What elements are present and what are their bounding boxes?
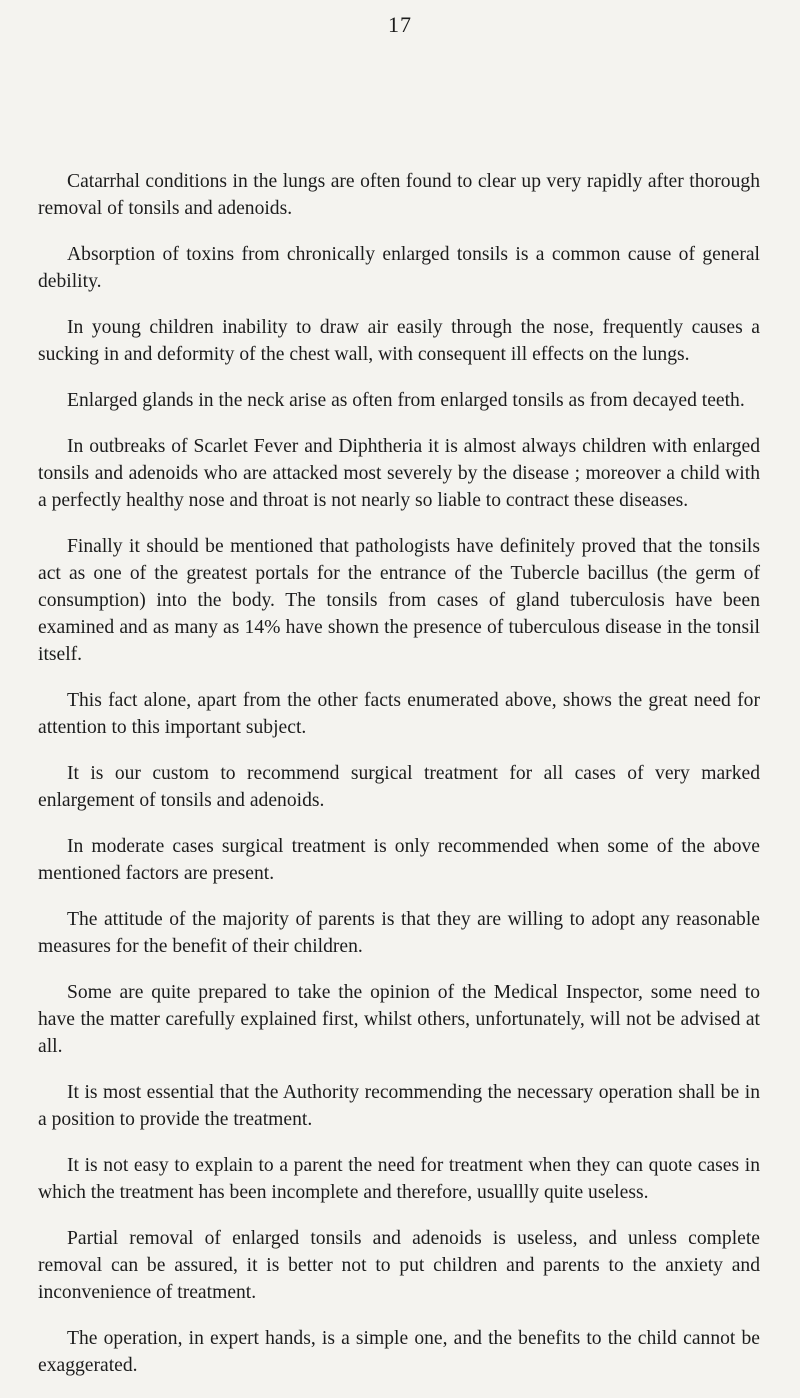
paragraph-4: Enlarged glands in the neck arise as often from enlarged tonsils as from decayed teeth. <box>67 390 745 411</box>
paragraph-1: Catarrhal conditions in the lungs are often found to clear up very rapidly after thorough removal of tonsils and adenoids. <box>38 171 760 219</box>
body-text <box>38 168 760 1398</box>
paragraph-11: Some are quite prepared to take the opinion of the Medical Inspector, some need to have the matter carefully explained first, whilst others, unfortunately, will not be advised at all. <box>38 982 760 1057</box>
paragraph-15: The operation, in expert hands, is a simple one, and the benefits to the child cannot be exaggerated. <box>38 1328 760 1376</box>
paragraph-2: Absorption of toxins from chronically enlarged tonsils is a common cause of general debility. <box>38 244 760 292</box>
paragraph-13: It is not easy to explain to a parent the need for treatment when they can quote cases in which the treatment has been incomplete and therefore, usuallly quite useless. <box>38 1155 760 1203</box>
paragraph-10: The attitude of the majority of parents is that they are willing to adopt any reasonable measures for the benefit of their children. <box>38 909 760 957</box>
paragraph-12: It is most essential that the Authority recommending the necessary operation shall be in a position to provide the treatment. <box>38 1082 760 1130</box>
page-number: 17 <box>388 12 412 37</box>
paragraph-3: In young children inability to draw air easily through the nose, frequently causes a sucking in and deformity of the chest wall, with consequent ill effects on the lungs. <box>38 317 760 365</box>
paragraph-5: In outbreaks of Scarlet Fever and Diphtheria it is almost always children with enlarged tonsils and adenoids who are attacked most severely by the disease ; moreover a child with a perfectly healthy nose and throat is not nearly so liable to contract these diseases. <box>38 436 760 511</box>
paragraph-8: It is our custom to recommend surgical treatment for all cases of very marked enlargement of tonsils and adenoids. <box>38 763 760 811</box>
paragraph-14: Partial removal of enlarged tonsils and adenoids is useless, and unless complete removal can be assured, it is better not to put children and parents to the anxiety and inconvenience of treatment. <box>38 1228 760 1303</box>
paragraph-7: This fact alone, apart from the other facts enumerated above, shows the great need for attention to this important subject. <box>38 690 760 738</box>
paragraph-9: In moderate cases surgical treatment is only recommended when some of the above mentioned factors are present. <box>38 836 760 884</box>
paragraph-6: Finally it should be mentioned that pathologists have definitely proved that the tonsils act as one of the greatest portals for the entrance of the Tubercle bacillus (the germ of consumption) into the body. The tonsils from cases of gland tuberculosis have been examined and as many as 14% have shown the presence of tuberculous disease in the tonsil itself. <box>38 536 760 665</box>
